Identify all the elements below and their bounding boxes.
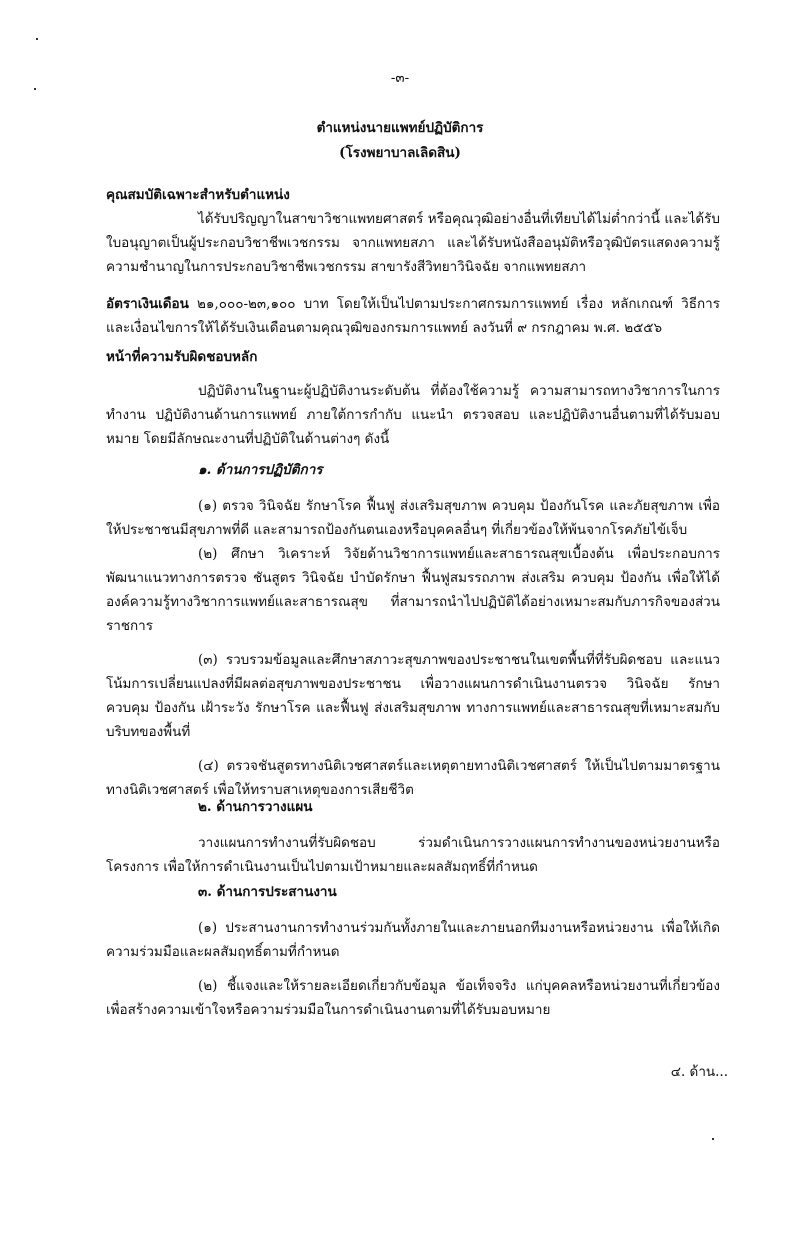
duties-intro: ปฏิบัติงานในฐานะผู้ปฏิบัติงานระดับต้น ที่ต้องใช้ความรู้ ความสามารถทางวิชาการในการทำงาน ปฏิบัติงานด้านการแพทย์ ภายใต้การกำกับ แนะนำ ตรวจสอบ และปฏิบัติงานอื่นตามที่ได้รับมอบหมาย โดยมีลักษณะงานที่ปฏิบัติในด้านต่างๆ ดังนี้: [106, 383, 720, 447]
salary-label: อัตราเงินเดือน: [106, 296, 189, 312]
coordination-heading: ๓. ด้านการประสานงาน: [198, 884, 337, 900]
operations-item-2: (๒) ศึกษา วิเคราะห์ วิจัยด้านวิชาการแพทย์และสาธารณสุขเบื้องต้น เพื่อประกอบการพัฒนาแนวทางการตรวจ ชันสูตร วินิจฉัย บำบัดรักษา ฟื้นฟูสมรรถภาพ ส่งเสริม ควบคุม ป้องกัน เพื่อให้ได้องค์ความรู้ทางวิชาการแพทย์และสาธารณสุข ที่สามารถนำไปปฏิบัติได้อย่างเหมาะสมกับภารกิจของส่วนราชการ: [106, 546, 720, 634]
planning-text: วางแผนการทำงานที่รับผิดชอบ ร่วมดำเนินการวางแผนการทำงานของหน่วยงานหรือโครงการ เพื่อให้การดำเนินงานเป็นไปตามเป้าหมายและผลสัมฤทธิ์ที่กำหนด: [106, 835, 720, 875]
page-number: -๓-: [390, 70, 410, 86]
hospital-name: (โรงพยาบาลเลิดสิน): [339, 145, 461, 161]
qualifications-section: [106, 183, 720, 279]
section-planning: [106, 795, 720, 879]
section-operations: [106, 458, 720, 802]
continuation-footer: ๔. ด้าน...: [670, 1064, 728, 1080]
planning-heading: ๒. ด้านการวางแผน: [198, 799, 313, 815]
salary-text: ๒๑,๐๐๐-๒๓,๑๐๐ บาท โดยให้เป็นไปตามประกาศกรมการแพทย์ เรื่อง หลักเกณฑ์ วิธีการและเงื่อนไขการให้ได้รับเงินเดือนตามคุณวุฒิของกรมการแพทย์ ลงวันที่ ๙ กรกฎาคม พ.ศ. ๒๕๕๖: [106, 296, 720, 336]
duties-section: [106, 345, 720, 451]
salary-section: [106, 292, 720, 340]
operations-heading: ๑. ด้านการปฏิบัติการ: [198, 462, 323, 478]
scan-speck: [36, 38, 38, 40]
coordination-item-1: (๑) ประสานงานการทำงานร่วมกันทั้งภายในและภายนอกทีมงานหรือหน่วยงาน เพื่อให้เกิดความร่วมมือและผลสัมฤทธิ์ตามที่กำหนด: [106, 920, 720, 960]
operations-item-3: (๓) รวบรวมข้อมูลและศึกษาสภาวะสุขภาพของประชาชนในเขตพื้นที่ที่รับผิดชอบ และแนวโน้มการเปลี่ยนแปลงที่มีผลต่อสุขภาพของประชาชน เพื่อวางแผนการดำเนินงานตรวจ วินิจฉัย รักษา ควบคุม ป้องกัน เฝ้าระวัง รักษาโรค และฟื้นฟู ส่งเสริมสุขภาพ ทางการแพทย์และสาธารณสุขที่เหมาะสมกับบริบทของพื้นที่: [106, 652, 720, 740]
document-title: [0, 116, 800, 166]
scan-speck: [712, 1138, 714, 1140]
position-title: ตำแหน่งนายแพทย์ปฏิบัติการ: [316, 120, 484, 136]
coordination-item-2: (๒) ชี้แจงและให้รายละเอียดเกี่ยวกับข้อมูล ข้อเท็จจริง แก่บุคคลหรือหน่วยงานที่เกี่ยวข้อง เพื่อสร้างความเข้าใจหรือความร่วมมือในการดำเนินงานตามที่ได้รับมอบหมาย: [106, 978, 720, 1018]
operations-item-4: (๔) ตรวจชันสูตรทางนิติเวชศาสตร์และเหตุตายทางนิติเวชศาสตร์ ให้เป็นไปตามมาตรฐานทางนิติเวชศาสตร์ เพื่อให้ทราบสาเหตุของการเสียชีวิต: [106, 758, 720, 798]
duties-heading: หน้าที่ความรับผิดชอบหลัก: [106, 349, 258, 365]
qualifications-text: ได้รับปริญญาในสาขาวิชาแพทยศาสตร์ หรือคุณวุฒิอย่างอื่นที่เทียบได้ไม่ต่ำกว่านี้ และได้รับใบอนุญาตเป็นผู้ประกอบวิชาชีพเวชกรรม จากแพทยสภา และได้รับหนังสืออนุมัติหรือวุฒิบัตรแสดงความรู้ความชำนาญในการประกอบวิชาชีพเวชกรรม สาขารังสีวิทยาวินิจฉัย จากแพทยสภา: [106, 211, 720, 275]
qualifications-heading: คุณสมบัติเฉพาะสำหรับตำแหน่ง: [106, 187, 290, 203]
section-coordination: [106, 880, 720, 1022]
operations-item-1: (๑) ตรวจ วินิจฉัย รักษาโรค ฟื้นฟู ส่งเสริมสุขภาพ ควบคุม ป้องกันโรค และภัยสุขภาพ เพื่อให้ประชาชนมีสุขภาพที่ดี และสามารถป้องกันตนเองหรือบุคคลอื่นๆ ที่เกี่ยวข้องให้พ้นจากโรคภัยไข้เจ็บ: [106, 498, 720, 538]
